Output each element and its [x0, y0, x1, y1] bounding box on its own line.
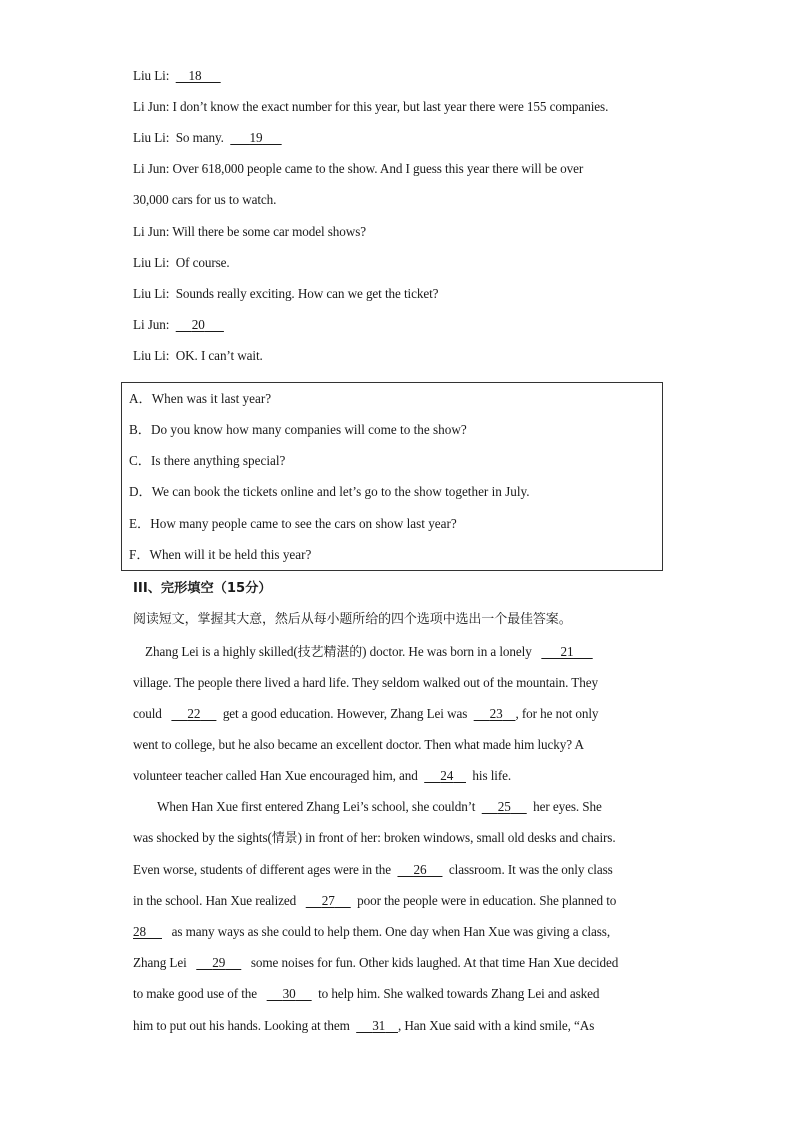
option-b[interactable]: B．Do you know how many companies will come to the show? — [129, 422, 467, 437]
speaker: Liu Li: — [133, 286, 170, 301]
dialogue-text: Over 618,000 people came to the show. And I guess this year there will be over — [172, 161, 584, 176]
speaker: Li Jun: — [133, 99, 170, 114]
option-f[interactable]: F．When will it be held this year? — [129, 547, 312, 562]
option-e[interactable]: E．How many people came to see the cars on show last year? — [129, 516, 457, 531]
answer-blank[interactable]: 30 — [282, 986, 296, 1001]
answer-blank[interactable]: 28 — [133, 924, 146, 939]
passage-line: went to college, but he also became an excellent doctor. Then what made him lucky? A — [133, 737, 584, 752]
answer-blank[interactable]: 23 — [489, 706, 503, 721]
dialogue-line — [133, 314, 224, 336]
passage-line: village. The people there lived a hard life. They seldom walked out of the mountain. They — [133, 675, 598, 690]
passage-line: When Han Xue first entered Zhang Lei’s school, she couldn’t 25 her eyes. She — [157, 796, 602, 818]
dialogue-text: I don’t know the exact number for this year, but last year there were 155 companies. — [172, 99, 609, 114]
section-instruction: 阅读短文，掌握其大意，然后从每小题所给的四个选项中选出一个最佳答案。 — [133, 612, 572, 627]
section-title: III、完形填空（15分） — [133, 581, 272, 596]
dialogue-line — [133, 345, 263, 367]
speaker: Li Jun: — [133, 161, 170, 176]
option-d[interactable]: D．We can book the tickets online and let’s go to the show together in July. — [129, 484, 530, 499]
dialogue-line — [133, 221, 366, 243]
answer-blank[interactable]: 24 — [440, 768, 454, 783]
passage-line: volunteer teacher called Han Xue encouraged him, and 24 his life. — [133, 765, 511, 787]
speaker: Li Jun: — [133, 317, 170, 332]
dialogue-text: Will there be some car model shows? — [172, 224, 367, 239]
option-c[interactable]: C．Is there anything special? — [129, 453, 286, 468]
speaker: Liu Li: — [133, 130, 170, 145]
dialogue-text: So many. — [175, 130, 224, 145]
answer-blank[interactable]: 18 — [188, 68, 202, 83]
passage-line: in the school. Han Xue realized 27 poor the people were in education. She planned to — [133, 890, 616, 912]
passage-line: Even worse, students of different ages were in the 26 classroom. It was the only class — [133, 859, 613, 881]
answer-blank[interactable]: 19 — [249, 130, 263, 145]
options-box — [121, 382, 663, 571]
dialogue-text: Of course. — [175, 255, 230, 270]
dialogue-text: OK. I can’t wait. — [175, 348, 263, 363]
dialogue-line — [133, 96, 608, 118]
dialogue-line — [133, 127, 282, 149]
passage-line: was shocked by the sights(情景) in front of her: broken windows, small old desks and chairs. — [133, 830, 616, 846]
answer-blank[interactable]: 29 — [212, 955, 226, 970]
answer-blank[interactable]: 22 — [187, 706, 201, 721]
option-a[interactable]: A．When was it last year? — [129, 391, 272, 406]
speaker: Liu Li: — [133, 255, 170, 270]
dialogue-line — [133, 252, 230, 274]
answer-blank[interactable]: 27 — [321, 893, 335, 908]
passage-line: could 22 get a good education. However, Zhang Lei was 23 , for he not only — [133, 703, 598, 725]
answer-blank[interactable]: 21 — [560, 644, 574, 659]
speaker: Liu Li: — [133, 68, 170, 83]
dialogue-line — [133, 158, 583, 180]
dialogue-line — [133, 283, 438, 305]
passage-line: him to put out his hands. Looking at them 31 , Han Xue said with a kind smile, “As — [133, 1015, 594, 1037]
passage-line: Zhang Lei 29 some noises for fun. Other kids laughed. At that time Han Xue decided — [133, 952, 618, 974]
passage-line: 28 as many ways as she could to help them. One day when Han Xue was giving a class, — [133, 921, 610, 943]
dialogue-text: Sounds really exciting. How can we get the ticket? — [175, 286, 439, 301]
answer-blank[interactable]: 31 — [372, 1018, 386, 1033]
speaker: Liu Li: — [133, 348, 170, 363]
dialogue-line — [133, 65, 221, 87]
passage-line: Zhang Lei is a highly skilled(技艺精湛的) doctor. He was born in a lonely 21 — [145, 641, 593, 663]
dialogue-line — [133, 189, 276, 211]
answer-blank[interactable]: 26 — [413, 862, 427, 877]
dialogue-text: 30,000 cars for us to watch. — [133, 192, 277, 207]
speaker: Li Jun: — [133, 224, 170, 239]
passage-line: to make good use of the 30 to help him. She walked towards Zhang Lei and asked — [133, 983, 599, 1005]
answer-blank[interactable]: 20 — [191, 317, 205, 332]
answer-blank[interactable]: 25 — [497, 799, 511, 814]
